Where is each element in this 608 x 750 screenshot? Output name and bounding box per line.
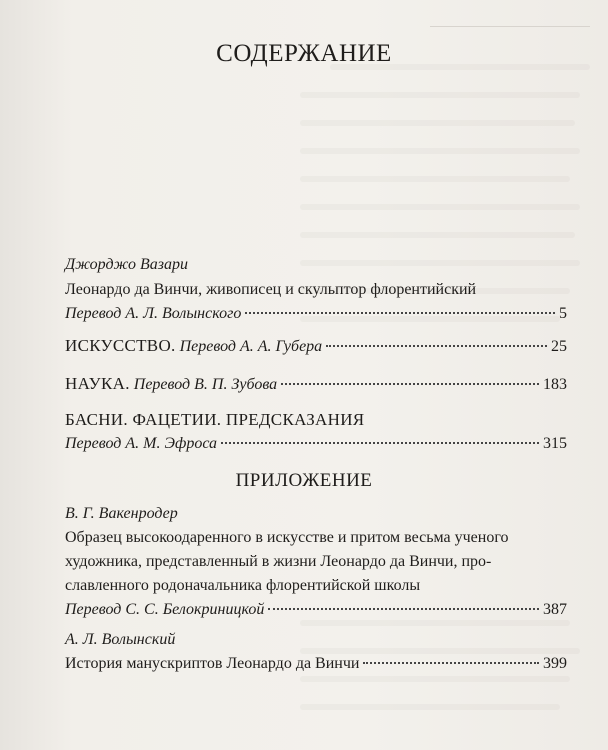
toc-author: Джорджо Вазари: [65, 256, 189, 273]
toc-translator: Перевод А. А. Губера: [179, 338, 323, 355]
toc-work-title: Леонардо да Винчи, живописец и скульптор флорентийский: [65, 281, 477, 298]
toc-entry-row[interactable]: [65, 654, 567, 674]
toc-page-number: 183: [543, 376, 567, 393]
toc-translator: Перевод А. М. Эфроса: [65, 435, 217, 452]
toc-section-title: БАСНИ. ФАЦЕТИИ. ПРЕДСКАЗАНИЯ: [65, 410, 365, 429]
toc-entry-row[interactable]: [65, 304, 567, 324]
toc-work-title-line: художника, представленный в жизни Леонардо да Винчи, про-: [65, 553, 492, 570]
leader-dots: [245, 312, 555, 314]
toc-work-title-line: славленного родоначальника флорентийской школы: [65, 577, 421, 594]
toc-section-title: НАУКА.: [65, 374, 130, 393]
leader-dots: [268, 608, 539, 610]
toc-author: А. Л. Волынский: [65, 631, 176, 648]
toc-work-title: История манускриптов Леонардо да Винчи: [65, 655, 360, 672]
toc-entry-row[interactable]: [65, 600, 567, 620]
toc-entry-row[interactable]: [65, 434, 567, 454]
appendix-title: ПРИЛОЖЕНИЕ: [235, 470, 373, 491]
toc-page-number: 315: [543, 435, 567, 452]
toc-translator: Перевод А. Л. Волынского: [65, 305, 242, 322]
leader-dots: [221, 442, 539, 444]
toc-entry-row[interactable]: [65, 336, 567, 357]
toc-page-number: 387: [543, 601, 567, 618]
leader-dots: [363, 662, 539, 664]
toc-translator: Перевод С. С. Белокриницкой: [65, 601, 265, 618]
toc-page-number: 399: [543, 655, 567, 672]
toc-translator: Перевод В. П. Зубова: [133, 376, 278, 393]
toc-author: В. Г. Вакенродер: [65, 505, 178, 522]
toc-entry-row[interactable]: [65, 374, 567, 395]
leader-dots: [326, 345, 547, 347]
toc-page-number: 5: [559, 305, 567, 322]
toc-work-title-line: Образец высокоодаренного в искусстве и притом весьма ученого: [65, 529, 509, 546]
toc-section-title: ИСКУССТВО.: [65, 336, 176, 355]
toc-page-number: 25: [551, 338, 567, 355]
toc-title: СОДЕРЖАНИЕ: [216, 40, 392, 67]
leader-dots: [281, 383, 539, 385]
